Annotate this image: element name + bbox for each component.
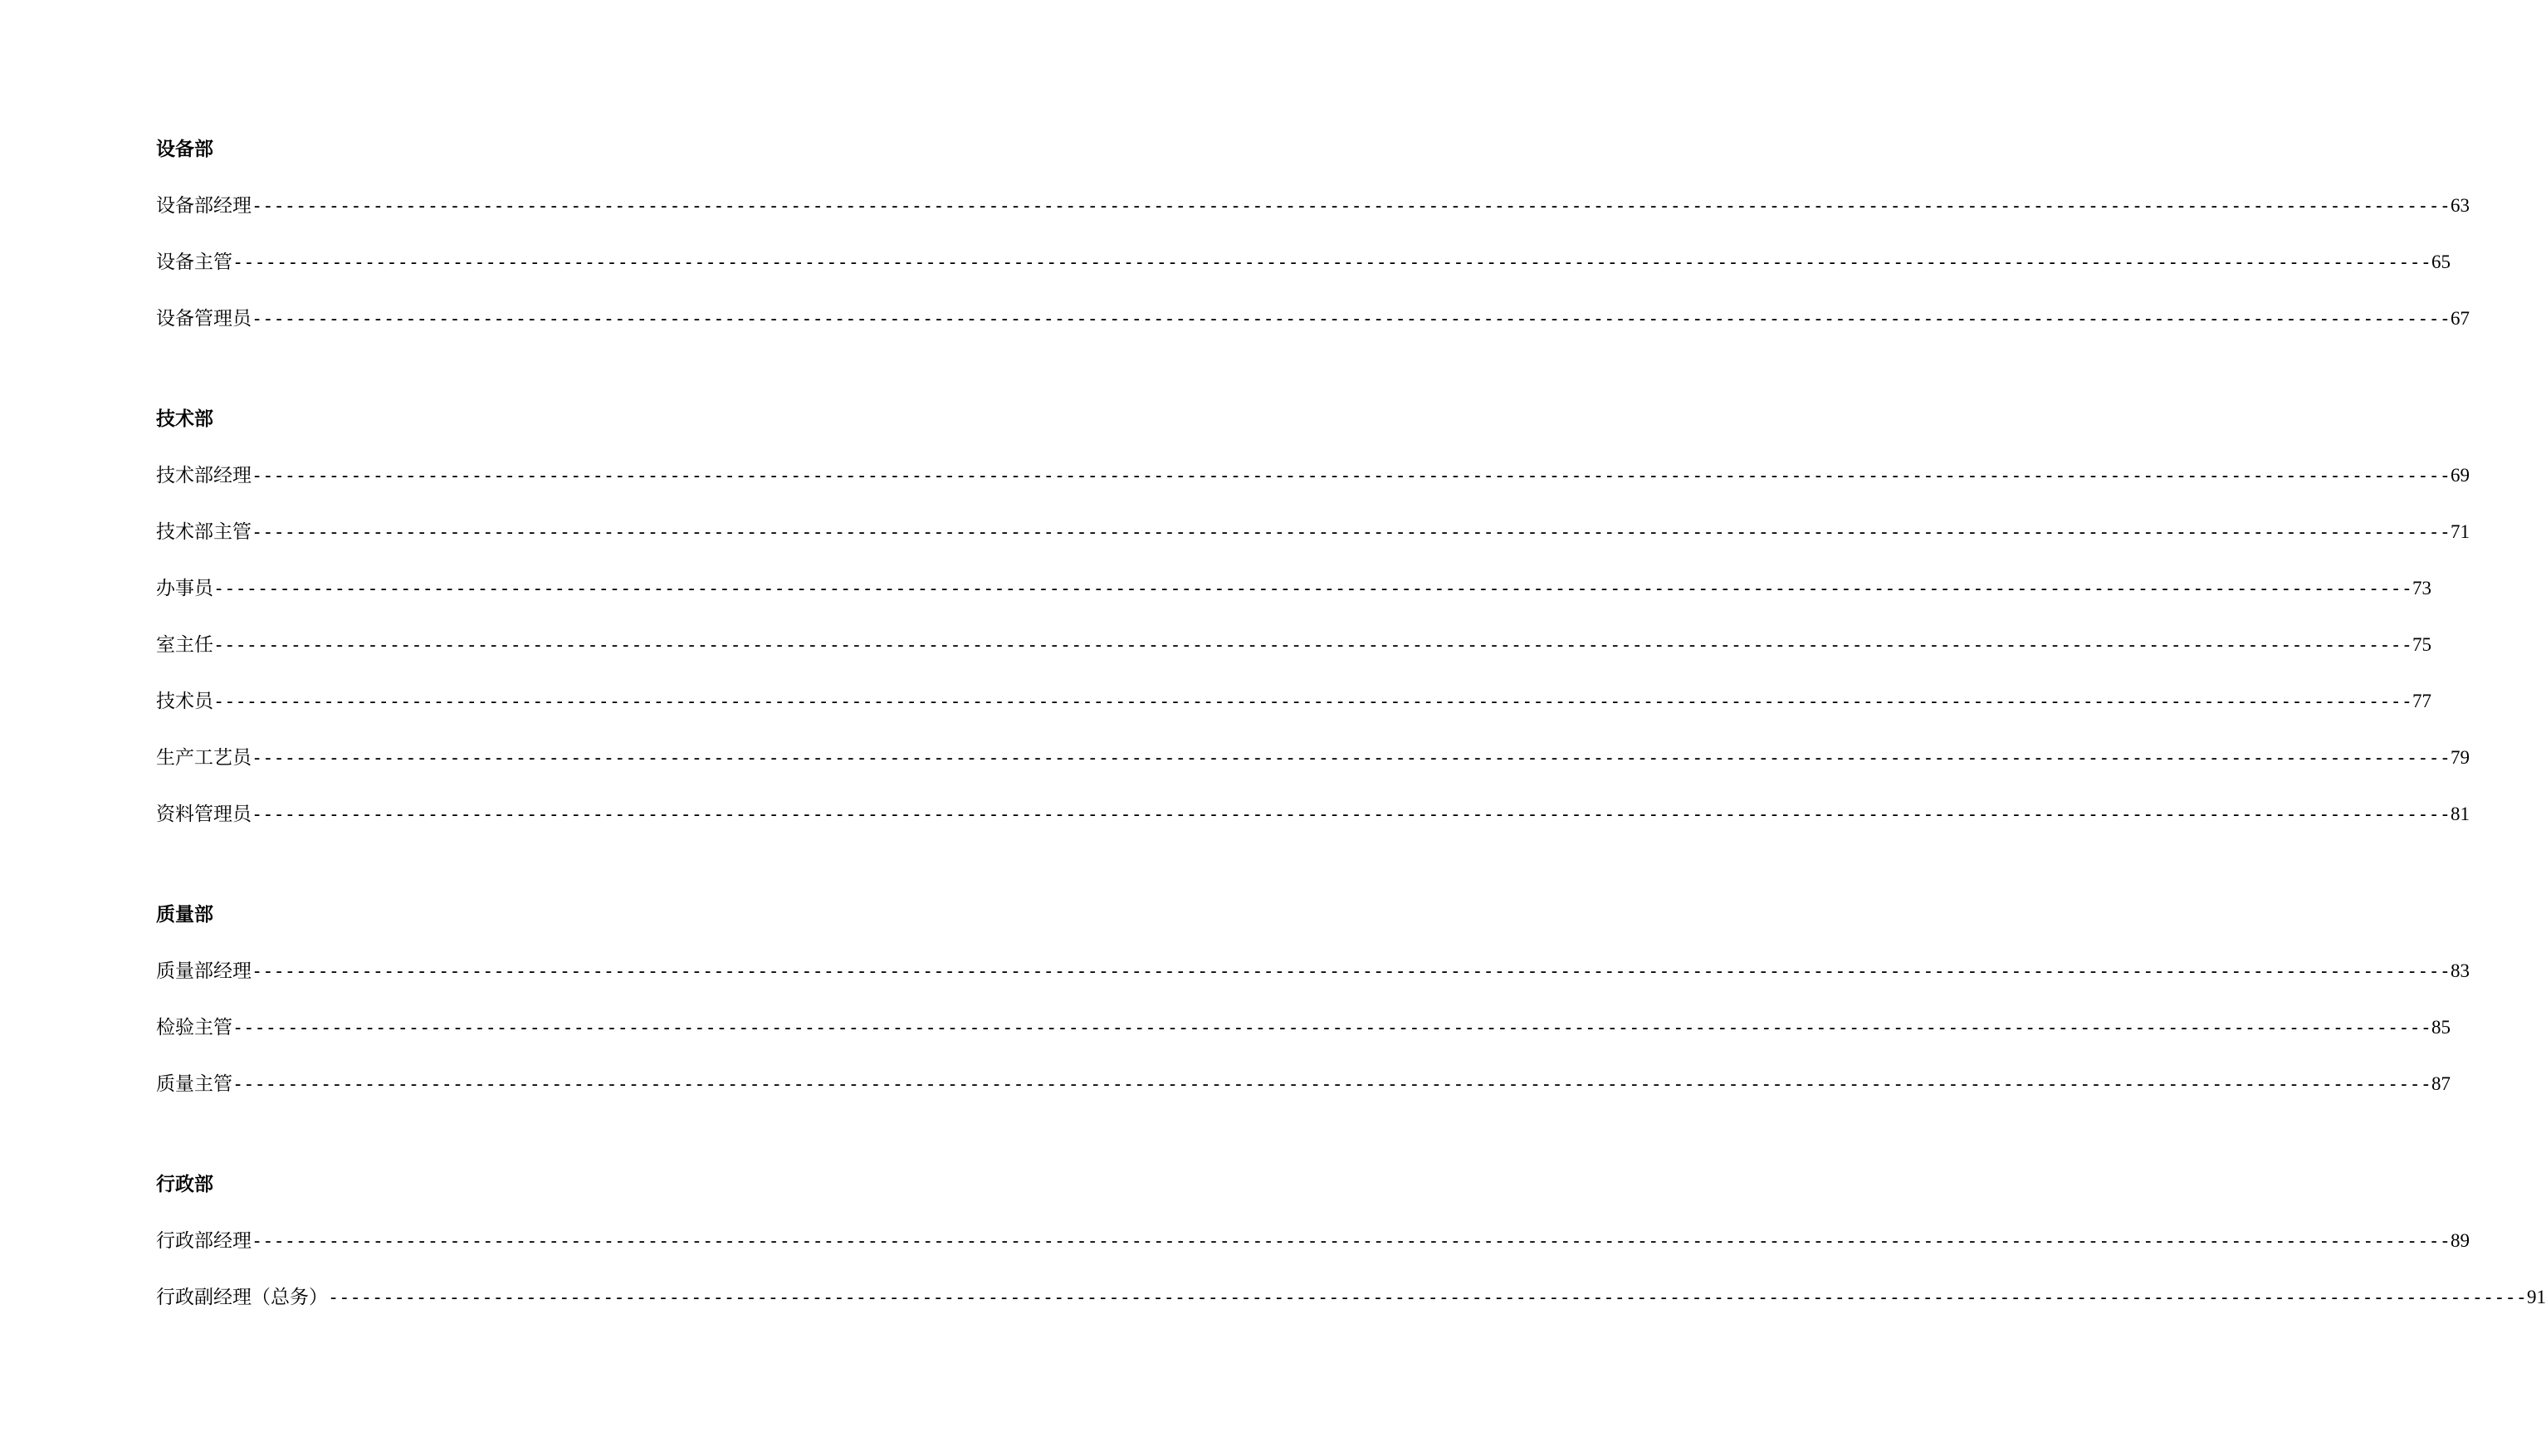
- toc-page-number: 79: [2451, 747, 2470, 768]
- toc-entry[interactable]: [156, 302, 2470, 335]
- toc-entry-label: 行政副经理（总务）: [156, 1287, 328, 1308]
- toc-entry-label: 技术部主管: [156, 521, 252, 543]
- toc-entry-label: 设备部经理: [156, 195, 252, 217]
- toc-leader: --------------------------------------------------------------------------------------------------------------------------------------------------------------------------------------------------------: [252, 1231, 2451, 1252]
- toc-page-number: 77: [2412, 691, 2432, 711]
- toc-leader: --------------------------------------------------------------------------------------------------------------------------------------------------------------------------------------------------------: [252, 466, 2451, 486]
- toc-entry-label: 生产工艺员: [156, 747, 252, 769]
- toc-section-equipment: [156, 133, 2470, 335]
- toc-entry-label: 技术部经理: [156, 465, 252, 486]
- section-spacer: [156, 1124, 834, 1168]
- toc-page-number: 73: [2412, 578, 2432, 599]
- toc-leader: --------------------------------------------------------------------------------------------------------------------------------------------------------------------------------------------------------: [328, 1287, 2528, 1308]
- toc-entry[interactable]: [156, 628, 2432, 662]
- toc-leader: --------------------------------------------------------------------------------------------------------------------------------------------------------------------------------------------------------: [213, 635, 2413, 656]
- toc-entry-label: 技术员: [156, 691, 213, 712]
- toc-entry-label: 质量主管: [156, 1073, 232, 1095]
- toc-entry-label: 资料管理员: [156, 804, 252, 825]
- toc-leader: --------------------------------------------------------------------------------------------------------------------------------------------------------------------------------------------------------: [252, 309, 2451, 330]
- toc-entry[interactable]: [156, 1068, 2451, 1101]
- toc-leader: --------------------------------------------------------------------------------------------------------------------------------------------------------------------------------------------------------: [232, 1018, 2432, 1038]
- toc-entry[interactable]: [156, 459, 2470, 492]
- toc-page-number: 63: [2451, 195, 2470, 216]
- toc-page-number: 85: [2431, 1017, 2451, 1038]
- toc-leader: --------------------------------------------------------------------------------------------------------------------------------------------------------------------------------------------------------: [232, 252, 2432, 273]
- toc-leader: --------------------------------------------------------------------------------------------------------------------------------------------------------------------------------------------------------: [252, 522, 2451, 543]
- toc-entry-label: 行政部经理: [156, 1230, 252, 1252]
- toc-leader: --------------------------------------------------------------------------------------------------------------------------------------------------------------------------------------------------------: [252, 804, 2451, 825]
- toc-page-number: 69: [2451, 465, 2470, 486]
- section-title: 行政部: [156, 1174, 213, 1195]
- toc-page-number: 71: [2451, 521, 2470, 542]
- toc-entry-label: 办事员: [156, 578, 213, 599]
- toc-leader: --------------------------------------------------------------------------------------------------------------------------------------------------------------------------------------------------------: [252, 961, 2451, 982]
- toc-entry[interactable]: [156, 1224, 2470, 1258]
- toc-entry[interactable]: [156, 572, 2432, 605]
- toc-leader: --------------------------------------------------------------------------------------------------------------------------------------------------------------------------------------------------------: [252, 748, 2451, 769]
- toc-page-number: 89: [2451, 1230, 2470, 1251]
- toc-entry-label: 设备管理员: [156, 308, 252, 330]
- table-of-contents: [156, 133, 2546, 1337]
- section-spacer: [156, 359, 834, 403]
- toc-entry-label: 设备主管: [156, 252, 232, 273]
- toc-leader: --------------------------------------------------------------------------------------------------------------------------------------------------------------------------------------------------------: [213, 691, 2413, 712]
- toc-page-number: 87: [2431, 1073, 2451, 1094]
- toc-entry[interactable]: [156, 1011, 2451, 1044]
- toc-leader: --------------------------------------------------------------------------------------------------------------------------------------------------------------------------------------------------------: [213, 579, 2413, 599]
- toc-entry[interactable]: [156, 1281, 2546, 1314]
- section-title: 质量部: [156, 904, 213, 926]
- toc-page-number: 81: [2451, 804, 2470, 824]
- section-title: 设备部: [156, 139, 213, 160]
- toc-entry[interactable]: [156, 189, 2470, 222]
- toc-entry-label: 质量部经理: [156, 960, 252, 982]
- section-spacer: [156, 854, 834, 898]
- toc-leader: --------------------------------------------------------------------------------------------------------------------------------------------------------------------------------------------------------: [252, 196, 2451, 217]
- toc-entry[interactable]: [156, 955, 2470, 988]
- toc-page-number: 65: [2431, 252, 2451, 272]
- toc-section-quality: [156, 898, 2470, 1101]
- toc-section-administration: [156, 1168, 2546, 1314]
- toc-page-number: 91: [2527, 1287, 2546, 1307]
- toc-leader: --------------------------------------------------------------------------------------------------------------------------------------------------------------------------------------------------------: [232, 1074, 2432, 1095]
- toc-entry[interactable]: [156, 246, 2451, 279]
- section-title: 技术部: [156, 408, 213, 430]
- toc-entry-label: 检验主管: [156, 1017, 232, 1038]
- toc-entry[interactable]: [156, 515, 2470, 549]
- toc-page-number: 67: [2451, 308, 2470, 329]
- toc-entry[interactable]: [156, 798, 2470, 831]
- toc-entry-label: 室主任: [156, 634, 213, 656]
- toc-entry[interactable]: [156, 741, 2470, 774]
- toc-entry[interactable]: [156, 685, 2432, 718]
- toc-page-number: 83: [2451, 960, 2470, 981]
- toc-page-number: 75: [2412, 634, 2432, 655]
- toc-section-technology: [156, 403, 2470, 831]
